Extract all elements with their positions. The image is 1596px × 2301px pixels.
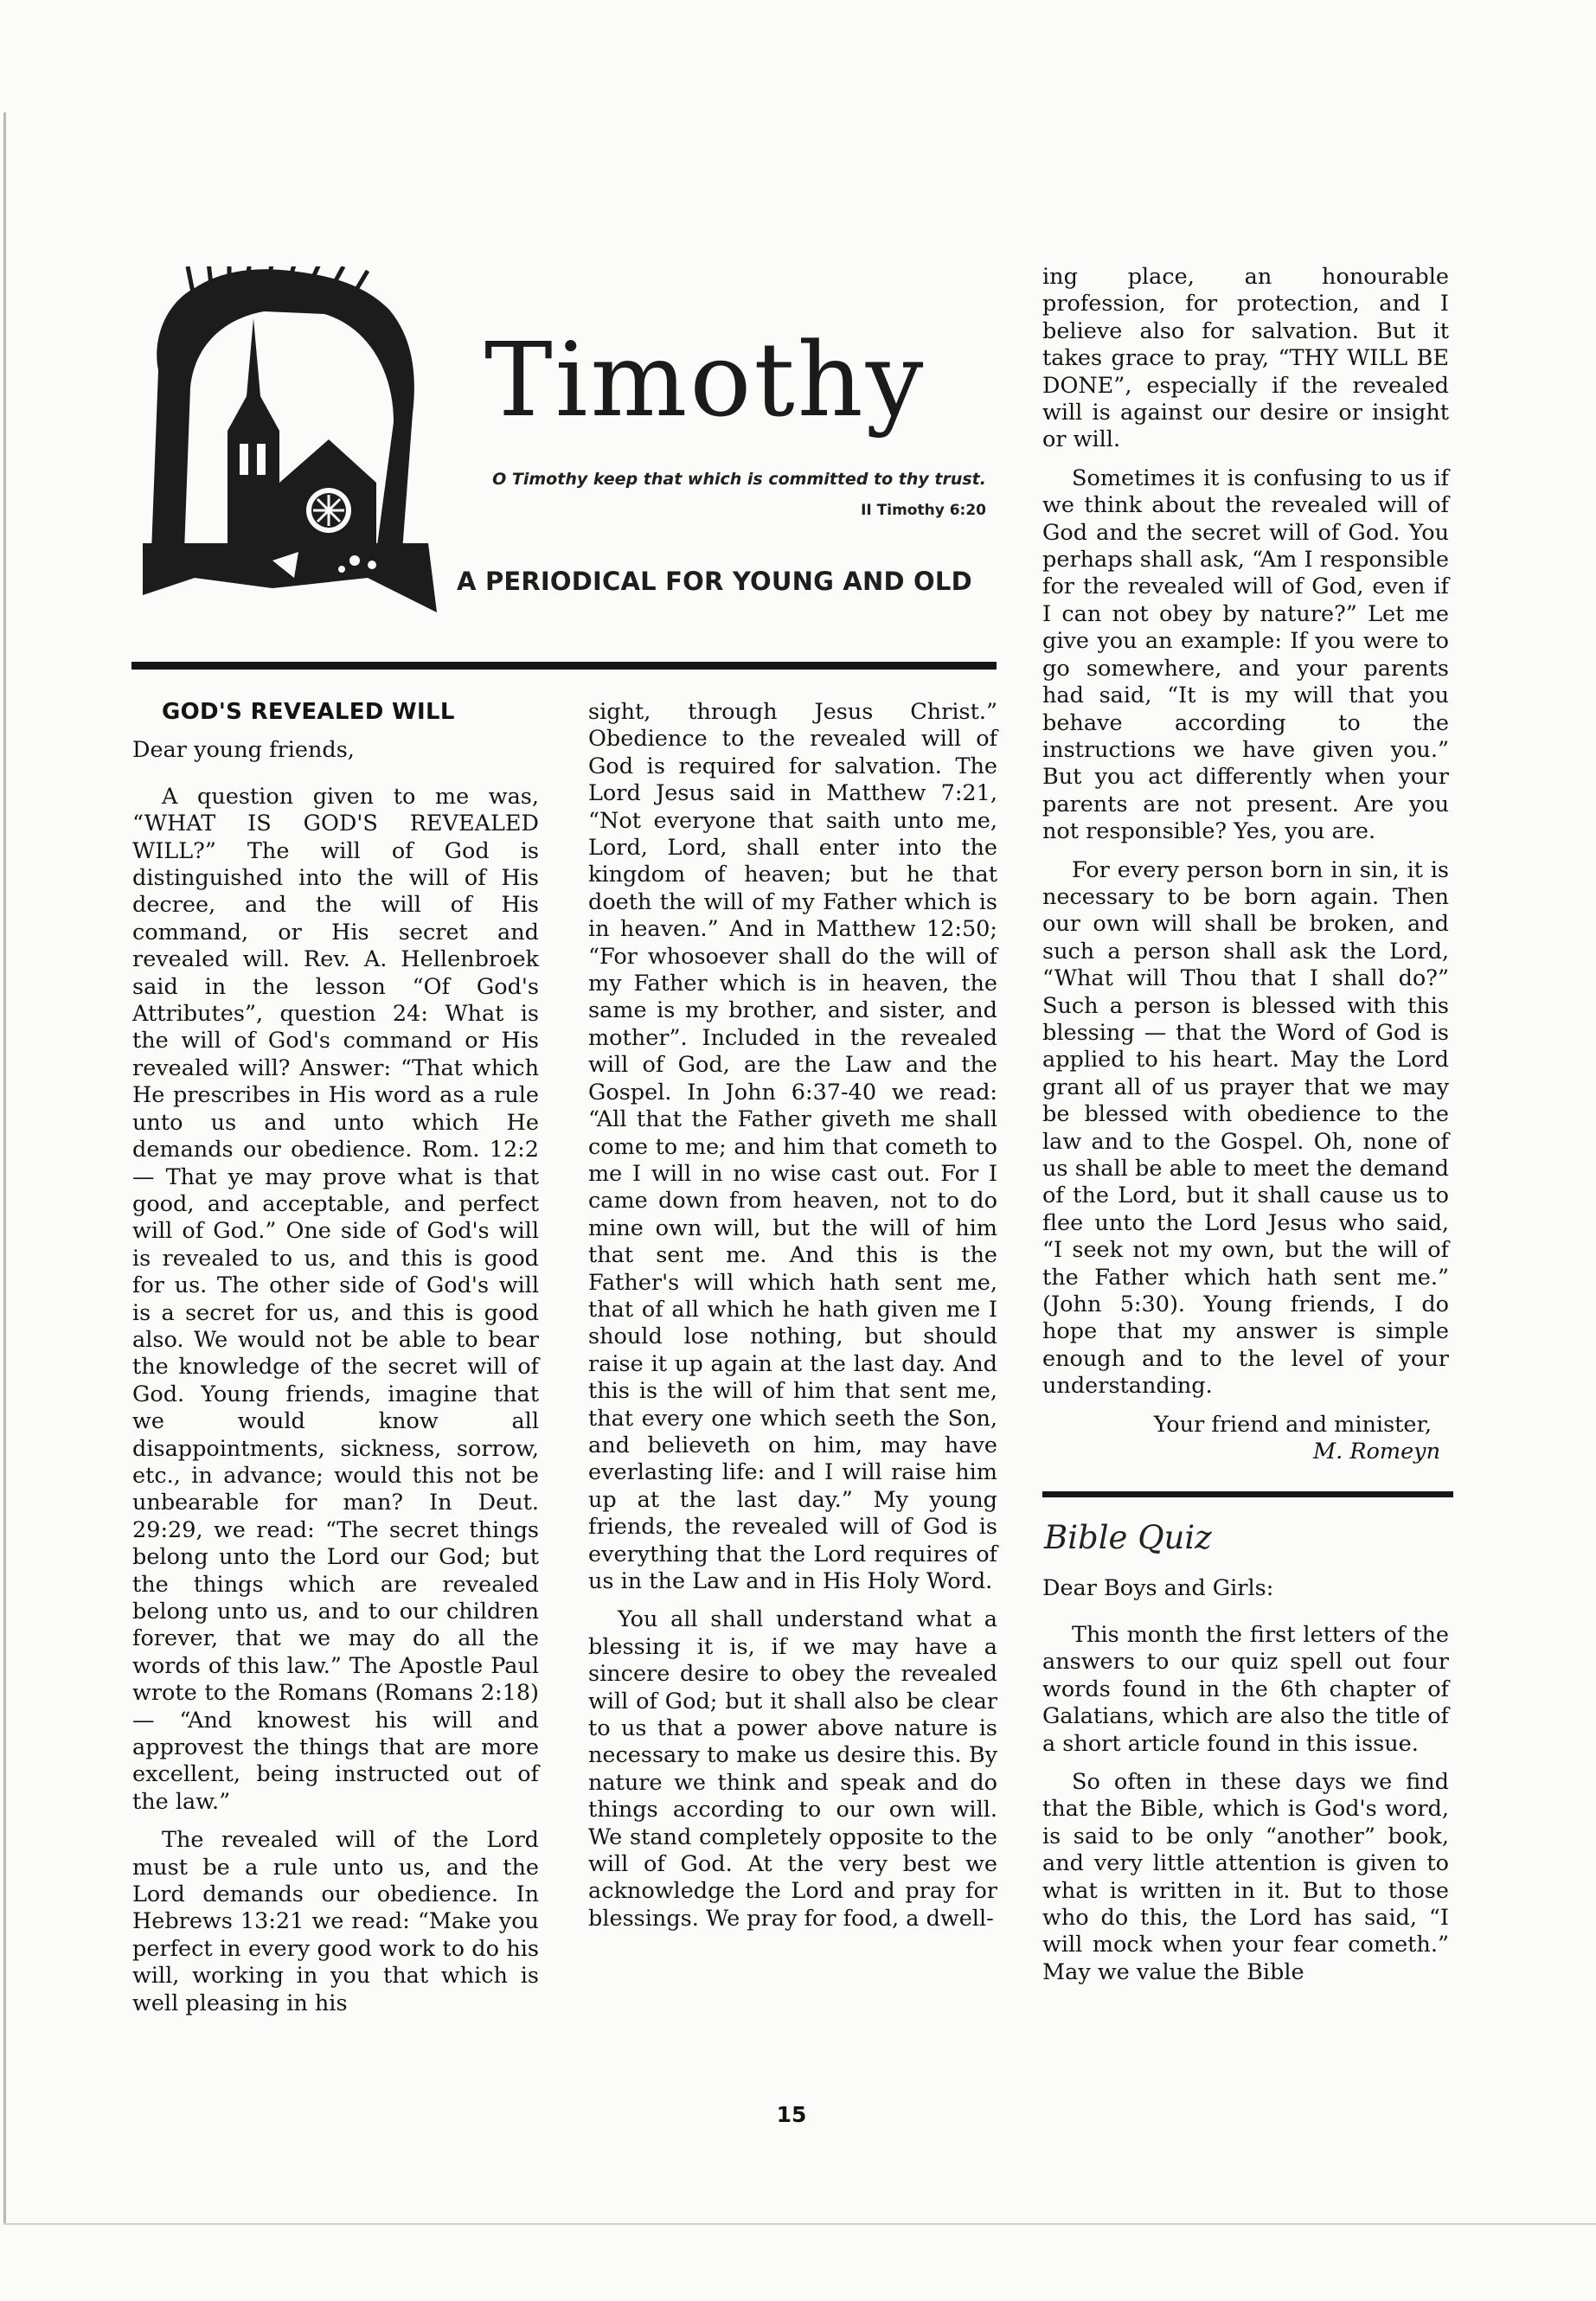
scan-edge-bottom <box>3 2223 1596 2225</box>
periodical-subtitle: A PERIODICAL FOR YOUNG AND OLD <box>457 567 972 596</box>
article-signature: M. Romeyn <box>1313 1439 1440 1465</box>
article-greeting: Dear young friends, <box>132 737 355 764</box>
article-paragraph: You all shall understand what a blessing it is, if we may have a sincere desire to obey the revealed will of God; but it shall also be clear to us that a power above nature is necessary to make us desire this. By nature we think and speak and do things according to our own will. We stand completely opposite to the will of God. At the very best we acknowledge the Lord and pray for blessings. We pray for food, a dwell- <box>588 1606 997 1932</box>
page-number: 15 <box>776 2102 807 2127</box>
article-paragraph: A question given to me was, “WHAT IS GOD'S REVEALED WILL?” The will of God is distinguished into the will of His decree, and the will of His command, or His secret and revealed will. Rev. A. Hellenbroek said in the lesson “Of God's Attributes”, question 24: What is the will of God's command or His revealed will? Answer: “That which He prescribes in His word as a rule unto us and unto which He demands our obedience. Rom. 12:2 — That ye may prove what is that good, and acceptable, and perfect will of God.” One side of God's will is revealed to us, and this is good for us. The other side of God's will is a secret for us, and this is good also. We would not be able to bear the knowledge of the secret will of God. Young friends, imagine that we would know all disappointments, sickness, sorrow, etc., in advance; would this not be unbearable for man? In Deut. 29:29, we read: “The secret things belong unto the Lord our God; but the things which are revealed belong unto us, and to our children forever, that we may do all the words of this law.” The Apostle Paul wrote to the Romans (Romans 2:18) — “And knowest his will and approvest the things that are more excellent, being instructed out of the law.” <box>132 783 539 1815</box>
column-right <box>1042 264 1449 1997</box>
article-paragraph-continued: ing place, an honourable profession, for protection, and I believe also for salvation. But it takes grace to pray, “THY WILL BE DONE”, especially if the revealed will is against our desire or insight or will. <box>1042 264 1449 453</box>
quiz-greeting: Dear Boys and Girls: <box>1042 1575 1274 1602</box>
article-paragraph-continued: sight, through Jesus Christ.” Obedience to the revealed will of God is required for salvation. The Lord Jesus said in Matthew 7:21, “Not everyone that saith unto me, Lord, Lord, shall enter into the kingdom of heaven; but he that doeth the will of my Father which is in heaven.” And in Matthew 12:50; “For whosoever shall do the will of my Father which is in heaven, the same is my brother, and sister, and mother”. Included in the revealed will of God, are the Law and the Gospel. In John 6:37-40 we read: “All that the Father giveth me shall come to me; and him that cometh to me I will in no wise cast out. For I came down from heaven, not to do mine own will, but the will of him that sent me. And this is the Father's will which hath sent me, that of all which he hath given me I should lose nothing, but should raise it up again at the last day. And this is the will of him that sent me, that every one which seeth the Son, and believeth on him, may have everlasting life: and I will raise him up at the last day.” My young friends, the revealed will of God is everything that the Lord requires of us in the Law and in His Holy Word. <box>588 699 997 1594</box>
periodical-title: Timothy <box>484 320 926 439</box>
masthead-motto: O Timothy keep that which is committed to thy trust. <box>492 470 986 489</box>
masthead-motto-reference: II Timothy 6:20 <box>861 502 986 519</box>
article-paragraph: For every person born in sin, it is necessary to be born again. Then our own will shall be broken, and such a person shall ask the Lord, “What will Thou that I shall do?” Such a person is blessed with this blessing — that the Word of God is applied to his heart. May the Lord grant all of us prayer that we may be blessed with obedience to the law and to the Gospel. Oh, none of us shall be able to meet the demand of the Lord, but it shall cause us to flee unto the Lord Jesus who said, “I seek not my own, but the will of the Father which hath sent me.” (John 5:30). Young friends, I do hope that my answer is simple enough and to the level of your understanding. <box>1042 856 1449 1400</box>
article-heading: GOD'S REVEALED WILL <box>162 699 455 725</box>
column-left <box>132 699 539 2029</box>
article-signoff: Your friend and minister, <box>1153 1411 1432 1438</box>
quiz-title: Bible Quiz <box>1044 1519 1212 1557</box>
quiz-paragraph: This month the first letters of the answers to our quiz spell out four words found in the 6th chapter of Galatians, which are also the title of a short article found in this issue. <box>1042 1621 1449 1757</box>
article-paragraph: The revealed will of the Lord must be a rule unto us, and the Lord demands our obedience. In Hebrews 13:21 we read: “Make you perfect in every good work to do his will, working in you that which is well pleasing in his <box>132 1827 539 2016</box>
masthead-rule <box>131 662 997 670</box>
column-middle <box>588 699 997 1944</box>
scan-edge-left <box>3 112 6 2223</box>
quiz-rule <box>1042 1491 1453 1497</box>
church-woodcut-illustration <box>143 266 437 647</box>
article-paragraph: Sometimes it is confusing to us if we think about the revealed will of God and the secret will of God. You perhaps shall ask, “Am I responsible for the revealed will of God, even if I can not obey by nature?” Let me give you an example: If you were to go somewhere, and your parents had said, “It is my will that you behave according to the instructions we have given you.” But you act differently when your parents are not present. Are you not responsible? Yes, you are. <box>1042 465 1449 845</box>
quiz-paragraph: So often in these days we find that the Bible, which is God's word, is said to be only “another” book, and very little attention is given to what is written in it. But to those who do this, the Lord has said, “I will mock when your fear cometh.” May we value the Bible <box>1042 1768 1449 1985</box>
